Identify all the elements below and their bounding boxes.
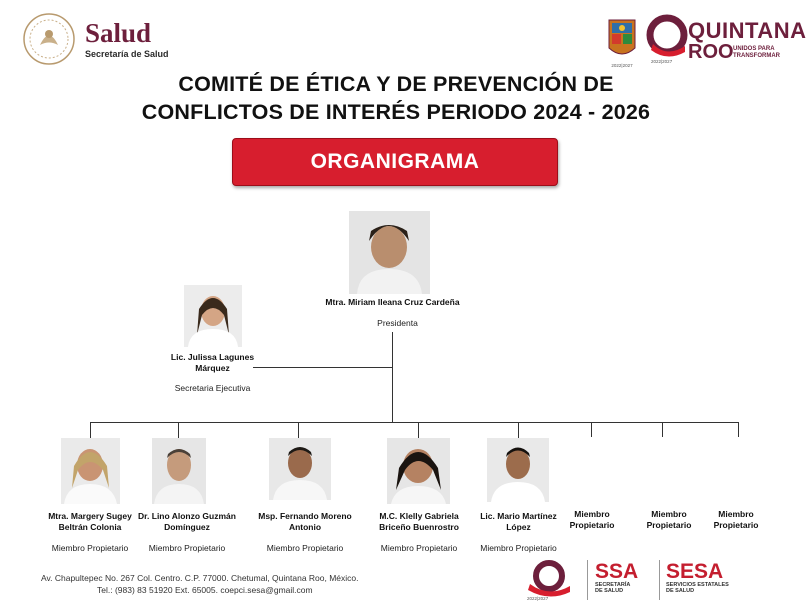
member-2-name-line-2: Domínguez [164,522,210,532]
member-1-name-line-1: Mtra. Margery Sugey [48,511,132,521]
ssa-subtitle [595,582,630,594]
state-shield-period: 2022|2027 [611,63,633,68]
member-photo-2 [152,438,206,504]
footer-divider-2 [659,560,660,600]
member-role-4: Miembro Propietario [380,543,458,553]
connector-drop-3 [298,422,299,439]
member-role-2: Miembro Propietario [148,543,226,553]
member-name-2 [122,511,252,533]
title-line-2: CONFLICTOS DE INTERÉS PERIODO 2024 - 2026 [141,100,651,124]
secretary-photo [184,285,242,347]
sesa-subtitle-2: DE SALUD [666,588,695,594]
vacant-member-1-line-2: Propietario [569,520,615,530]
organigrama-banner: ORGANIGRAMA [232,138,558,186]
secretary-name [155,352,270,374]
qroo-tagline-2: TRANSFORMAR [733,52,780,59]
connector-members-bus [90,422,738,423]
member-3-name-line-2: Antonio [288,522,322,532]
member-5-name-line-2: López [506,522,531,532]
vacant-member-1-line-1: Miembro [574,509,610,519]
president-photo [349,211,430,294]
salud-subtitle: Secretaría de Salud [85,49,169,59]
ssa-logo-text: SSA [595,560,639,583]
connector-drop-2 [178,422,179,439]
member-photo-5 [487,438,549,502]
vacant-member-2-line-1: Miembro [651,509,687,519]
member-role-5: Miembro Propietario [480,543,557,553]
member-3-name-line-1: Msp. Fernando Moreno [258,511,352,521]
secretary-name-2: Márquez [195,363,230,373]
salud-title: Salud [85,18,152,48]
president-name: Mtra. Miriam Ileana Cruz Cardeña [325,297,460,307]
member-2-name-line-1: Dr. Lino Alonzo Guzmán [138,511,236,521]
member-name-3 [240,511,370,533]
connector-secretary [253,367,393,368]
secretary-role: Secretaria Ejecutiva [174,383,251,393]
connector-drop-7 [662,422,663,437]
sesa-logo-text: SESA [666,560,724,583]
sesa-subtitle [666,582,729,594]
vacant-member-3-line-1: Miembro [718,509,754,519]
page-title [60,70,732,126]
footer-q-logo [524,558,574,598]
quintana-roo-q-logo [645,14,689,58]
member-role-3: Miembro Propietario [266,543,344,553]
member-1-name-line-2: Beltrán Colonia [58,522,122,532]
footer-contact: Tel.: (983) 83 51920 Ext. 65005. coepci.sesa@gmail.com [97,585,313,595]
vacant-member-2 [639,509,699,531]
member-5-name-line-1: Lic. Mario Martínez [480,511,557,521]
vacant-member-3 [706,509,766,531]
secretary-name-1: Lic. Julissa Lagunes [170,352,255,362]
member-name-5 [456,511,581,533]
qroo-tagline-1: UNIDOS PARA [733,46,775,52]
ssa-subtitle-1: SECRETARÍA [595,582,631,588]
vacant-member-1 [568,509,616,531]
member-4-name-line-1: M.C. Klelly Gabriela [379,511,459,521]
ssa-subtitle-2: DE SALUD [595,588,624,594]
vacant-member-3-line-2: Propietario [713,520,759,530]
member-photo-3 [269,438,331,500]
member-photo-1 [61,438,120,504]
sesa-subtitle-1: SERVICIOS ESTATALES [666,582,729,588]
member-4-name-line-2: Briceño Buenrostro [379,522,459,532]
footer-period: 2022|2027 [527,596,549,601]
vacant-member-2-line-2: Propietario [646,520,692,530]
qroo-period: 2022|2027 [651,59,673,64]
footer-address: Av. Chapultepec No. 267 Col. Centro. C.P. 77000. Chetumal, Quintana Roo, México. [41,573,359,583]
member-photo-4 [387,438,450,504]
salud-seal-logo [22,12,76,66]
president-role: Presidenta [377,318,418,328]
title-line-1: COMITÉ DE ÉTICA Y DE PREVENCIÓN DE [178,72,614,96]
connector-drop-5 [518,422,519,439]
qroo-tagline [733,46,793,59]
connector-drop-4 [418,422,419,439]
quintana-text: QUINTANA [688,18,806,43]
roo-text: ROO [688,41,734,63]
state-shield-icon [607,14,637,64]
connector-president-down [392,332,393,422]
connector-drop-1 [90,422,91,439]
member-role-1: Miembro Propietario [51,543,129,553]
connector-drop-6 [591,422,592,437]
footer-divider-1 [587,560,588,600]
connector-drop-8 [738,422,739,437]
